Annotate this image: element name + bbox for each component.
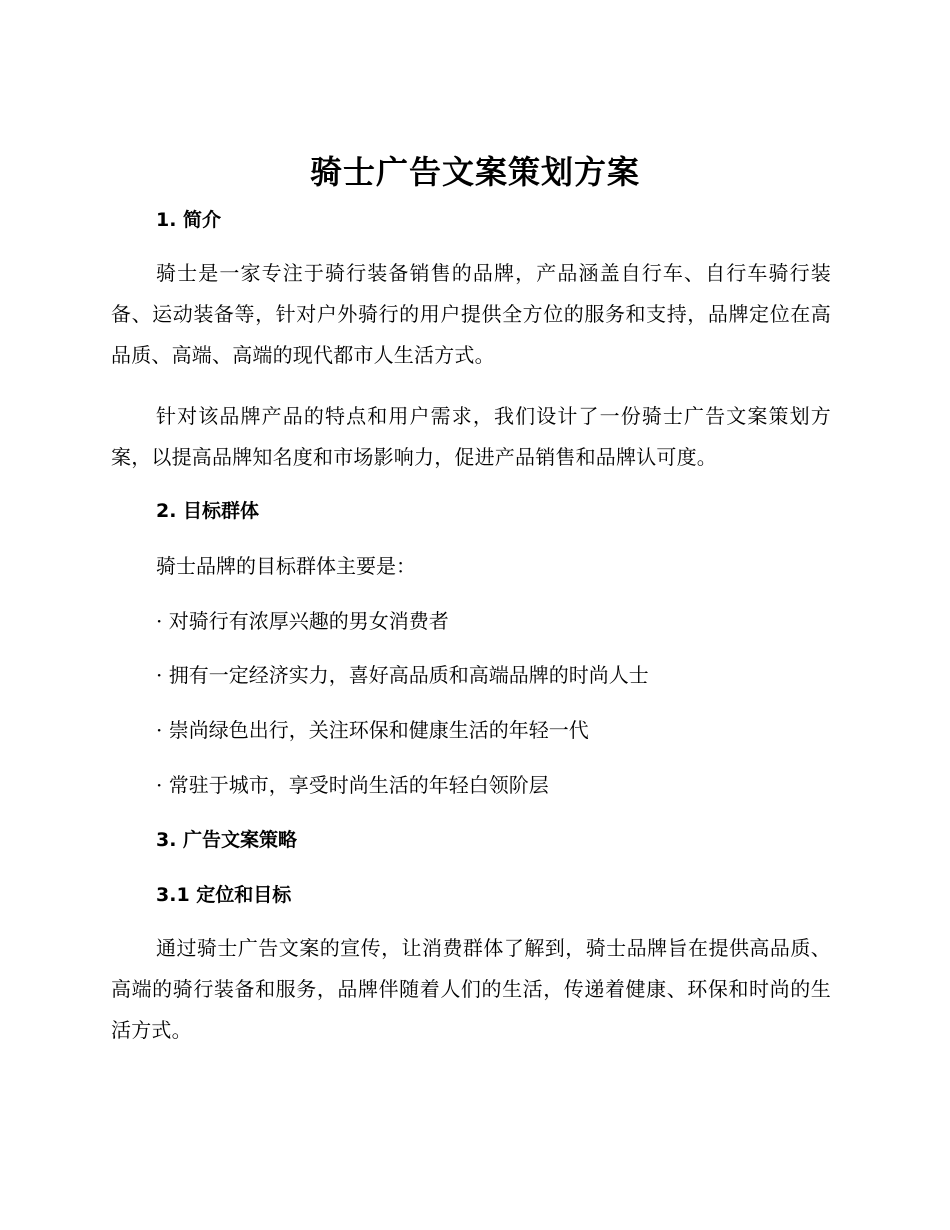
section-1-heading: 1. 简介	[156, 209, 222, 231]
bullet-item: · 对骑行有浓厚兴趣的男女消费者	[156, 609, 449, 633]
section-1-paragraph-2: 针对该品牌产品的特点和用户需求，我们设计了一份骑士广告文案策划方案，以提高品牌知名度和市场影响力，促进产品销售和品牌认可度。	[111, 404, 831, 469]
section-3-1-paragraph: 通过骑士广告文案的宣传，让消费群体了解到，骑士品牌旨在提供高品质、高端的骑行装备和服务，品牌伴随着人们的生活，传递着健康、环保和时尚的生活方式。	[111, 936, 831, 1042]
document-title: 骑士广告文案策划方案	[309, 153, 640, 191]
section-1-paragraph-1: 骑士是一家专注于骑行装备销售的品牌，产品涵盖自行车、自行车骑行装备、运动装备等，针对户外骑行的用户提供全方位的服务和支持，品牌定位在高品质、高端、高端的现代都市人生活方式。	[111, 261, 831, 367]
section-2-intro: 骑士品牌的目标群体主要是：	[156, 554, 416, 578]
section-2-heading: 2. 目标群体	[156, 500, 260, 522]
section-3-heading: 3. 广告文案策略	[156, 829, 298, 851]
bullet-item: · 崇尚绿色出行，关注环保和健康生活的年轻一代	[156, 718, 589, 742]
bullet-item: · 常驻于城市，享受时尚生活的年轻白领阶层	[156, 773, 549, 797]
section-3-1-heading: 3.1 定位和目标	[156, 884, 292, 906]
bullet-item: · 拥有一定经济实力，喜好高品质和高端品牌的时尚人士	[156, 663, 649, 687]
